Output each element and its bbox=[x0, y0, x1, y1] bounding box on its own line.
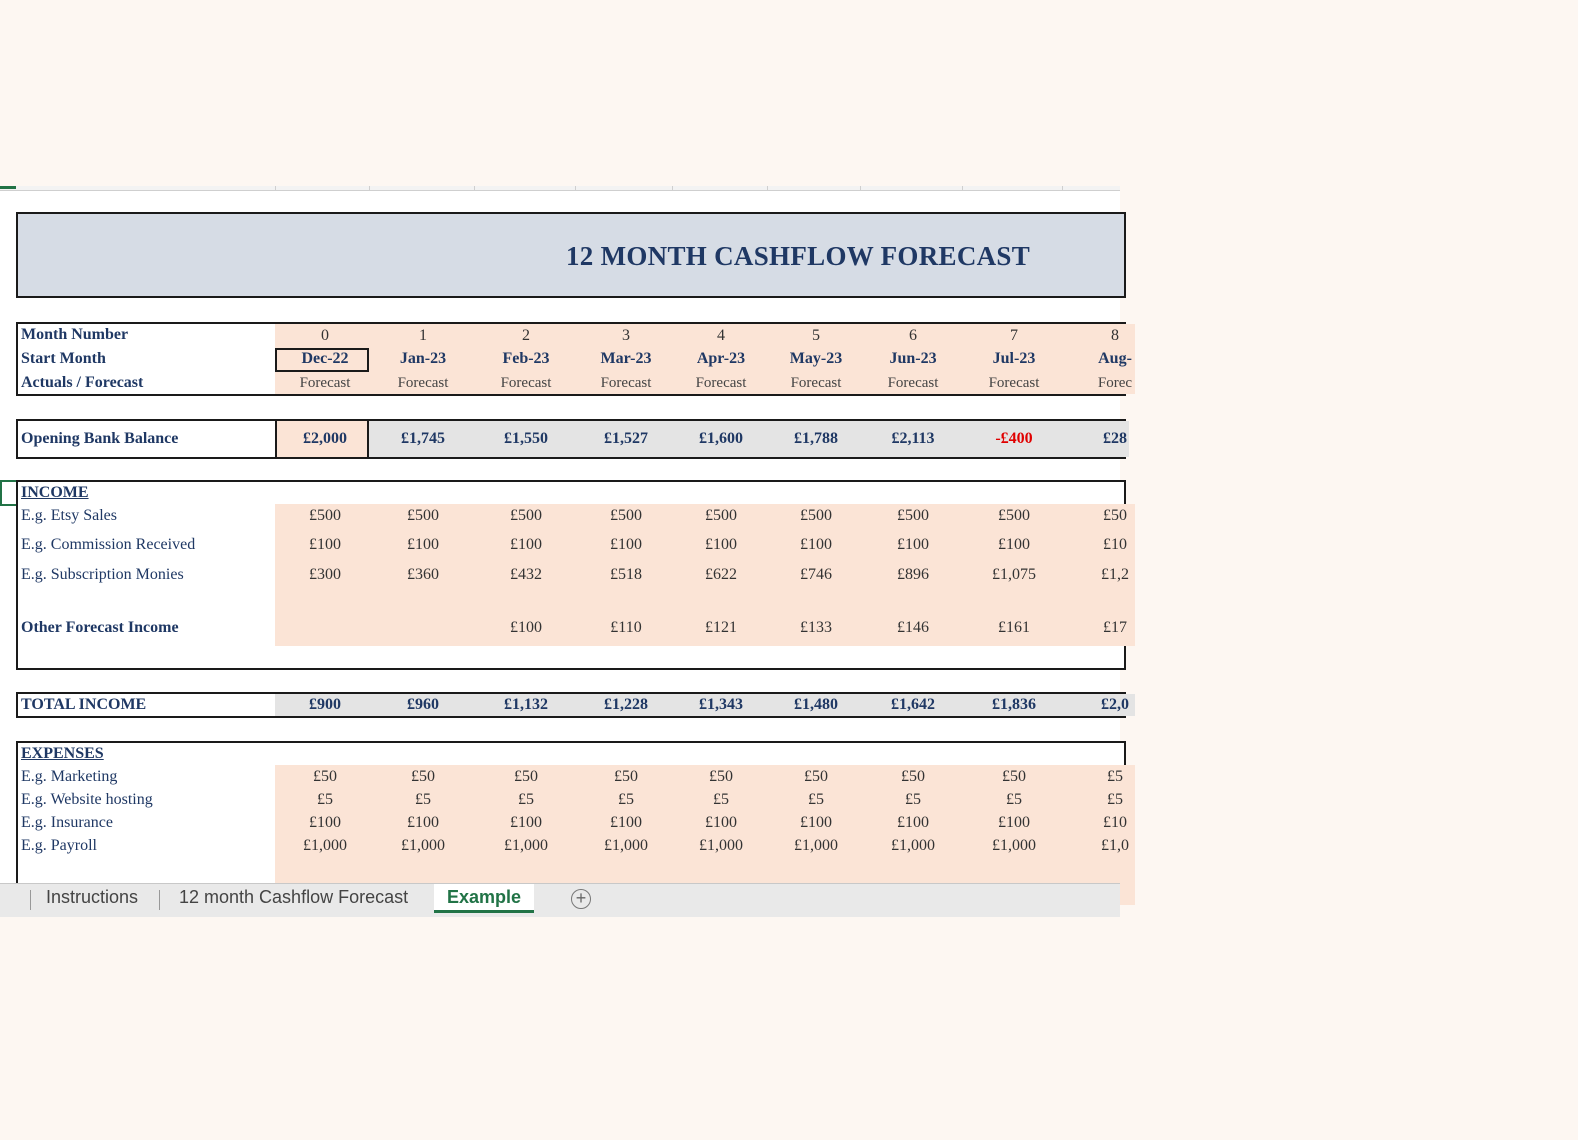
start-month-cell[interactable]: May-23 bbox=[789, 350, 843, 367]
opening-balance-cell[interactable]: £1,745 bbox=[401, 430, 445, 447]
hosting-cell[interactable]: £5 bbox=[808, 791, 824, 808]
opening-balance-cell[interactable]: £1,788 bbox=[794, 430, 838, 447]
subscription-cell[interactable]: £432 bbox=[510, 566, 542, 583]
hosting-cell[interactable]: £5 bbox=[713, 791, 729, 808]
expenses-header: EXPENSES bbox=[21, 745, 104, 762]
actuals-forecast-cell[interactable]: Forecast bbox=[397, 375, 449, 391]
total-income-cell[interactable]: £1,836 bbox=[992, 696, 1036, 713]
actuals-forecast-cell[interactable]: Forecast bbox=[299, 375, 351, 391]
marketing-cell[interactable]: £50 bbox=[901, 768, 925, 785]
expenses-block bbox=[16, 741, 1129, 901]
subscription-cell[interactable]: £1,075 bbox=[992, 566, 1036, 583]
total-income-cell[interactable]: £900 bbox=[309, 696, 341, 713]
other-income-cell[interactable]: £133 bbox=[800, 619, 832, 636]
opening-balance-block bbox=[16, 419, 1126, 459]
marketing-cell[interactable]: £50 bbox=[614, 768, 638, 785]
actuals-forecast-cell[interactable]: Forecast bbox=[988, 375, 1040, 391]
opening-balance-cell[interactable]: £1,550 bbox=[504, 430, 548, 447]
hosting-cell[interactable]: £5 bbox=[1107, 791, 1123, 808]
subscription-cell[interactable]: £896 bbox=[897, 566, 929, 583]
etsy-sales-cell[interactable]: £500 bbox=[800, 507, 832, 524]
commission-label: E.g. Commission Received bbox=[21, 536, 196, 553]
opening-balance-label: Opening Bank Balance bbox=[21, 430, 179, 447]
hosting-cell[interactable]: £5 bbox=[618, 791, 634, 808]
subscription-cell[interactable]: £360 bbox=[407, 566, 439, 583]
payroll-cell[interactable]: £1,000 bbox=[504, 837, 548, 854]
other-income-label: Other Forecast Income bbox=[21, 619, 179, 636]
month-number-cell[interactable]: 1 bbox=[419, 327, 427, 344]
month-number-cell[interactable]: 3 bbox=[622, 327, 630, 344]
sheet-title: 12 MONTH CASHFLOW FORECAST bbox=[565, 241, 1031, 271]
tab-example[interactable]: Example bbox=[434, 884, 534, 913]
marketing-cell[interactable]: £50 bbox=[313, 768, 337, 785]
etsy-sales-cell[interactable]: £500 bbox=[610, 507, 642, 524]
insurance-cell[interactable]: £10 bbox=[1103, 814, 1127, 831]
title-band bbox=[16, 212, 1126, 298]
start-month-cell[interactable]: Aug- bbox=[1098, 350, 1132, 367]
insurance-cell[interactable]: £100 bbox=[897, 814, 929, 831]
month-number-cell[interactable]: 2 bbox=[522, 327, 530, 344]
actuals-forecast-label: Actuals / Forecast bbox=[21, 374, 144, 391]
start-month-cell[interactable]: Apr-23 bbox=[696, 350, 746, 367]
payroll-cell[interactable]: £1,000 bbox=[794, 837, 838, 854]
header-block bbox=[16, 322, 1133, 396]
opening-balance-cell[interactable]: £2,000 bbox=[303, 430, 347, 447]
other-income-cell[interactable]: £121 bbox=[705, 619, 737, 636]
subscription-cell[interactable]: £622 bbox=[705, 566, 737, 583]
marketing-cell[interactable]: £50 bbox=[411, 768, 435, 785]
start-month-cell[interactable]: Jul-23 bbox=[992, 350, 1036, 367]
commission-cell[interactable]: £100 bbox=[705, 536, 737, 553]
total-income-label: TOTAL INCOME bbox=[21, 696, 147, 713]
income-header: INCOME bbox=[21, 484, 89, 501]
payroll-cell[interactable]: £1,000 bbox=[992, 837, 1036, 854]
insurance-cell[interactable]: £100 bbox=[610, 814, 642, 831]
selection-marker bbox=[0, 186, 16, 189]
actuals-forecast-cell[interactable]: Forecast bbox=[887, 375, 939, 391]
marketing-cell[interactable]: £50 bbox=[1002, 768, 1026, 785]
insurance-label: E.g. Insurance bbox=[21, 814, 113, 831]
etsy-label: E.g. Etsy Sales bbox=[21, 507, 117, 524]
actuals-forecast-cell[interactable]: Forec bbox=[1097, 375, 1133, 391]
other-income-cell[interactable]: £146 bbox=[897, 619, 929, 636]
opening-balance-cell[interactable]: £2,113 bbox=[891, 430, 935, 447]
insurance-cell[interactable]: £100 bbox=[998, 814, 1030, 831]
commission-cell[interactable]: £100 bbox=[998, 536, 1030, 553]
total-income-cell[interactable]: £960 bbox=[407, 696, 439, 713]
marketing-cell[interactable]: £5 bbox=[1107, 768, 1123, 785]
payroll-cell[interactable]: £1,0 bbox=[1101, 837, 1129, 854]
commission-cell[interactable]: £100 bbox=[800, 536, 832, 553]
other-income-cell[interactable]: £17 bbox=[1103, 619, 1127, 636]
hosting-cell[interactable]: £5 bbox=[518, 791, 534, 808]
payroll-cell[interactable]: £1,000 bbox=[699, 837, 743, 854]
start-month-cell[interactable]: Feb-23 bbox=[502, 350, 550, 367]
etsy-sales-cell[interactable]: £500 bbox=[897, 507, 929, 524]
sheet-tab-bar bbox=[0, 883, 1120, 917]
subscription-cell[interactable]: £746 bbox=[800, 566, 832, 583]
commission-cell[interactable]: £100 bbox=[510, 536, 542, 553]
total-income-cell[interactable]: £1,343 bbox=[699, 696, 743, 713]
add-sheet-icon[interactable]: + bbox=[571, 889, 591, 909]
etsy-sales-cell[interactable]: £50 bbox=[1103, 507, 1127, 524]
month-number-cell[interactable]: 7 bbox=[1010, 327, 1018, 344]
selected-cell-outline[interactable] bbox=[275, 348, 369, 372]
total-income-cell[interactable]: £2,0 bbox=[1101, 696, 1129, 713]
opening-balance-cell[interactable]: £1,600 bbox=[699, 430, 743, 447]
opening-balance-cell[interactable]: £1,527 bbox=[604, 430, 648, 447]
insurance-cell[interactable]: £100 bbox=[705, 814, 737, 831]
start-month-label: Start Month bbox=[21, 350, 106, 367]
start-month-cell[interactable]: Mar-23 bbox=[600, 350, 652, 367]
hosting-label: E.g. Website hosting bbox=[21, 791, 153, 808]
total-income-cell[interactable]: £1,642 bbox=[891, 696, 935, 713]
hosting-cell[interactable]: £5 bbox=[317, 791, 333, 808]
month-number-cell[interactable]: 4 bbox=[717, 327, 725, 344]
actuals-forecast-cell[interactable]: Forecast bbox=[790, 375, 842, 391]
actuals-forecast-cell[interactable]: Forecast bbox=[695, 375, 747, 391]
payroll-cell[interactable]: £1,000 bbox=[401, 837, 445, 854]
opening-balance-cell[interactable]: -£400 bbox=[995, 430, 1033, 447]
month-number-label: Month Number bbox=[21, 326, 129, 343]
marketing-cell[interactable]: £50 bbox=[514, 768, 538, 785]
start-month-cell[interactable]: Jun-23 bbox=[889, 350, 937, 367]
marketing-cell[interactable]: £50 bbox=[804, 768, 828, 785]
total-income-block bbox=[16, 692, 1129, 718]
actuals-forecast-cell[interactable]: Forecast bbox=[500, 375, 552, 391]
actuals-forecast-cell[interactable]: Forecast bbox=[600, 375, 652, 391]
month-number-cell[interactable]: 0 bbox=[321, 327, 329, 344]
commission-cell[interactable]: £100 bbox=[309, 536, 341, 553]
other-income-cell[interactable]: £161 bbox=[998, 619, 1030, 636]
total-income-cell[interactable]: £1,228 bbox=[604, 696, 648, 713]
marketing-cell[interactable]: £50 bbox=[709, 768, 733, 785]
etsy-sales-cell[interactable]: £500 bbox=[510, 507, 542, 524]
payroll-label: E.g. Payroll bbox=[21, 837, 97, 854]
etsy-sales-cell[interactable]: £500 bbox=[705, 507, 737, 524]
commission-cell[interactable]: £100 bbox=[610, 536, 642, 553]
payroll-cell[interactable]: £1,000 bbox=[303, 837, 347, 854]
commission-cell[interactable]: £10 bbox=[1103, 536, 1127, 553]
payroll-cell[interactable]: £1,000 bbox=[604, 837, 648, 854]
commission-cell[interactable]: £100 bbox=[897, 536, 929, 553]
subscription-cell[interactable]: £1,2 bbox=[1101, 566, 1129, 583]
start-month-cell[interactable]: Jan-23 bbox=[399, 350, 447, 367]
other-income-cell[interactable]: £110 bbox=[610, 619, 642, 636]
insurance-cell[interactable]: £100 bbox=[800, 814, 832, 831]
insurance-cell[interactable]: £100 bbox=[309, 814, 341, 831]
month-number-cell[interactable]: 8 bbox=[1111, 327, 1119, 344]
other-income-cell[interactable]: £100 bbox=[510, 619, 542, 636]
spreadsheet bbox=[0, 186, 1133, 916]
tab-instructions[interactable]: Instructions bbox=[46, 887, 139, 907]
etsy-sales-cell[interactable]: £500 bbox=[309, 507, 341, 524]
month-number-cell[interactable]: 6 bbox=[909, 327, 917, 344]
insurance-cell[interactable]: £100 bbox=[407, 814, 439, 831]
subscription-cell[interactable]: £518 bbox=[610, 566, 642, 583]
total-income-cell[interactable]: £1,480 bbox=[794, 696, 838, 713]
hosting-cell[interactable]: £5 bbox=[1006, 791, 1022, 808]
income-block bbox=[16, 480, 1129, 670]
payroll-cell[interactable]: £1,000 bbox=[891, 837, 935, 854]
etsy-sales-cell[interactable]: £500 bbox=[998, 507, 1030, 524]
subscription-cell[interactable]: £300 bbox=[309, 566, 341, 583]
month-number-cell[interactable]: 5 bbox=[812, 327, 820, 344]
column-header-strip bbox=[0, 186, 1120, 191]
hosting-cell[interactable]: £5 bbox=[905, 791, 921, 808]
start-month-cell[interactable]: Dec-22 bbox=[301, 350, 349, 367]
total-income-cell[interactable]: £1,132 bbox=[504, 696, 548, 713]
tab-cashflow-forecast[interactable]: 12 month Cashflow Forecast bbox=[179, 887, 409, 907]
subscription-label: E.g. Subscription Monies bbox=[21, 566, 184, 583]
marketing-label: E.g. Marketing bbox=[21, 768, 118, 785]
etsy-sales-cell[interactable]: £500 bbox=[407, 507, 439, 524]
opening-balance-cell[interactable]: £28 bbox=[1103, 430, 1127, 447]
commission-cell[interactable]: £100 bbox=[407, 536, 439, 553]
hosting-cell[interactable]: £5 bbox=[415, 791, 431, 808]
insurance-cell[interactable]: £100 bbox=[510, 814, 542, 831]
